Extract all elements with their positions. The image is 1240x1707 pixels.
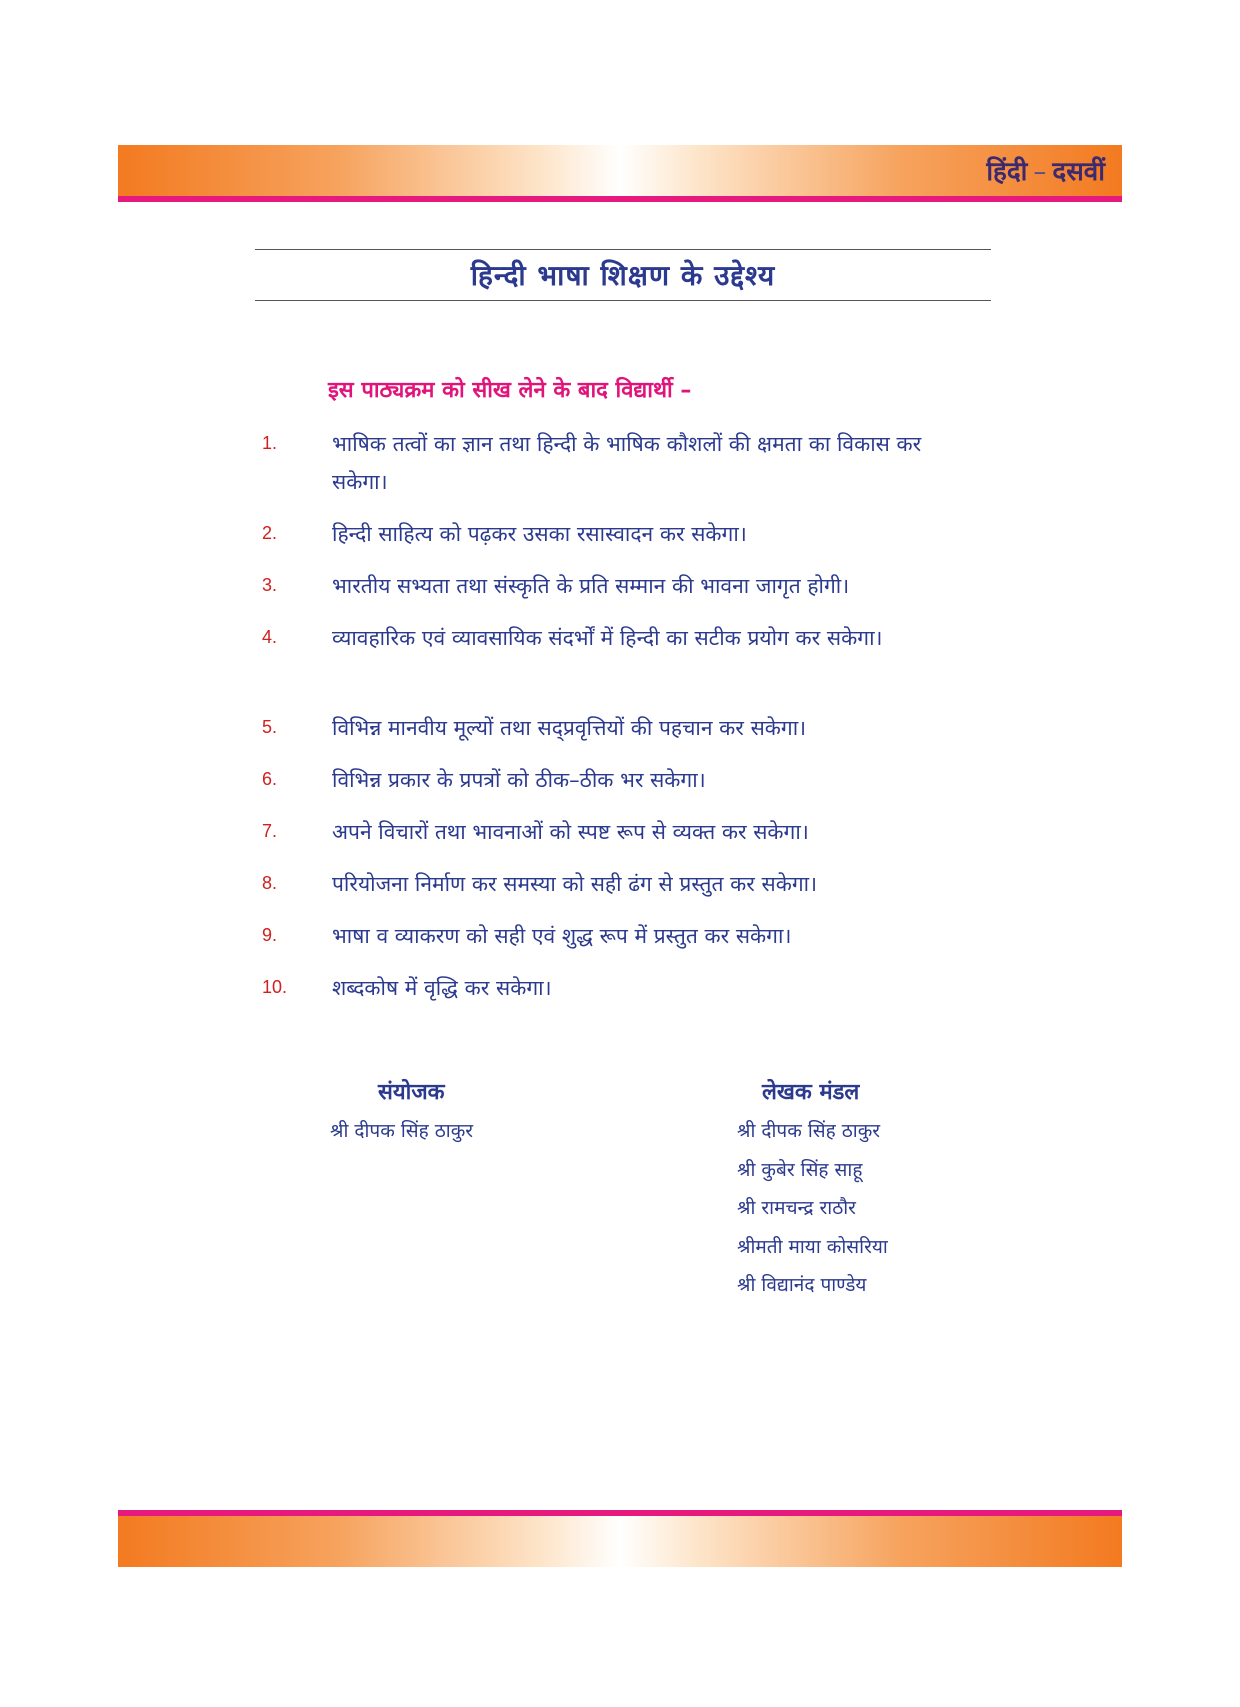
- title-rule-bottom: [255, 300, 991, 301]
- author-name: श्री कुबेर सिंह साहू: [737, 1159, 863, 1181]
- author-name: श्री दीपक सिंह ठाकुर: [737, 1120, 881, 1142]
- header-label: [986, 152, 1105, 188]
- title-rule-top: [255, 249, 991, 250]
- list-item-number: 4.: [262, 627, 278, 647]
- list-item-number: 8.: [262, 873, 278, 893]
- list-item-text: हिन्दी साहित्य को पढ़कर उसका रसास्वादन कर सकेगा।: [332, 522, 747, 546]
- header-pink-rule: [118, 196, 1122, 202]
- author-name: श्री विद्यानंद पाण्डेय: [737, 1274, 867, 1296]
- list-item-text: व्यावहारिक एवं व्यावसायिक संदर्भों में हिन्दी का सटीक प्रयोग कर सकेगा।: [332, 626, 883, 650]
- list-item-number: 3.: [262, 575, 278, 595]
- list-item-number: 2.: [262, 523, 278, 543]
- authors-heading: लेखक मंडल: [762, 1080, 860, 1105]
- list-item-number: 6.: [262, 769, 278, 789]
- list-item-text: भाषा व व्याकरण को सही एवं शुद्ध रूप में प्रस्तुत कर सकेगा।: [332, 924, 792, 948]
- list-item-text: परियोजना निर्माण कर समस्या को सही ढंग से प्रस्तुत कर सकेगा।: [332, 872, 818, 896]
- page-title: हिन्दी भाषा शिक्षण के उद्देश्य: [470, 259, 776, 292]
- list-item-text: शब्दकोष में वृद्धि कर सकेगा।: [332, 976, 552, 1000]
- list-item-number: 10.: [262, 977, 288, 997]
- list-item-text: विभिन्न प्रकार के प्रपत्रों को ठीक–ठीक भर सकेगा।: [332, 768, 706, 792]
- header-subject: हिंदी: [986, 157, 1028, 187]
- list-item-number: 9.: [262, 925, 278, 945]
- author-name: श्रीमती माया कोसरिया: [737, 1236, 888, 1258]
- header-separator: –: [1033, 157, 1047, 187]
- author-name: श्री रामचन्द्र राठौर: [737, 1197, 856, 1219]
- list-item-number: 1.: [262, 433, 278, 453]
- list-item-text: भाषिक तत्वों का ज्ञान तथा हिन्दी के भाषिक कौशलों की क्षमता का विकास कर सकेगा।: [332, 432, 922, 494]
- list-item-text: विभिन्न मानवीय मूल्यों तथा सद्प्रवृत्तियों की पहचान कर सकेगा।: [332, 716, 807, 740]
- list-item-number: 5.: [262, 717, 278, 737]
- header-band: [118, 145, 1122, 196]
- footer-band: [118, 1516, 1122, 1567]
- intro-line: इस पाठ्यक्रम को सीख लेने के बाद विद्यार्थी –: [328, 378, 692, 403]
- list-item-number: 7.: [262, 821, 278, 841]
- header-class: दसवीं: [1052, 157, 1105, 187]
- list-item-text: भारतीय सभ्यता तथा संस्कृति के प्रति सम्मान की भावना जागृत होगी।: [332, 574, 850, 598]
- list-item-text: अपने विचारों तथा भावनाओं को स्पष्ट रूप से व्यक्त कर सकेगा।: [332, 820, 809, 844]
- convener-name: श्री दीपक सिंह ठाकुर: [330, 1120, 474, 1142]
- convener-heading: संयोजक: [378, 1080, 445, 1105]
